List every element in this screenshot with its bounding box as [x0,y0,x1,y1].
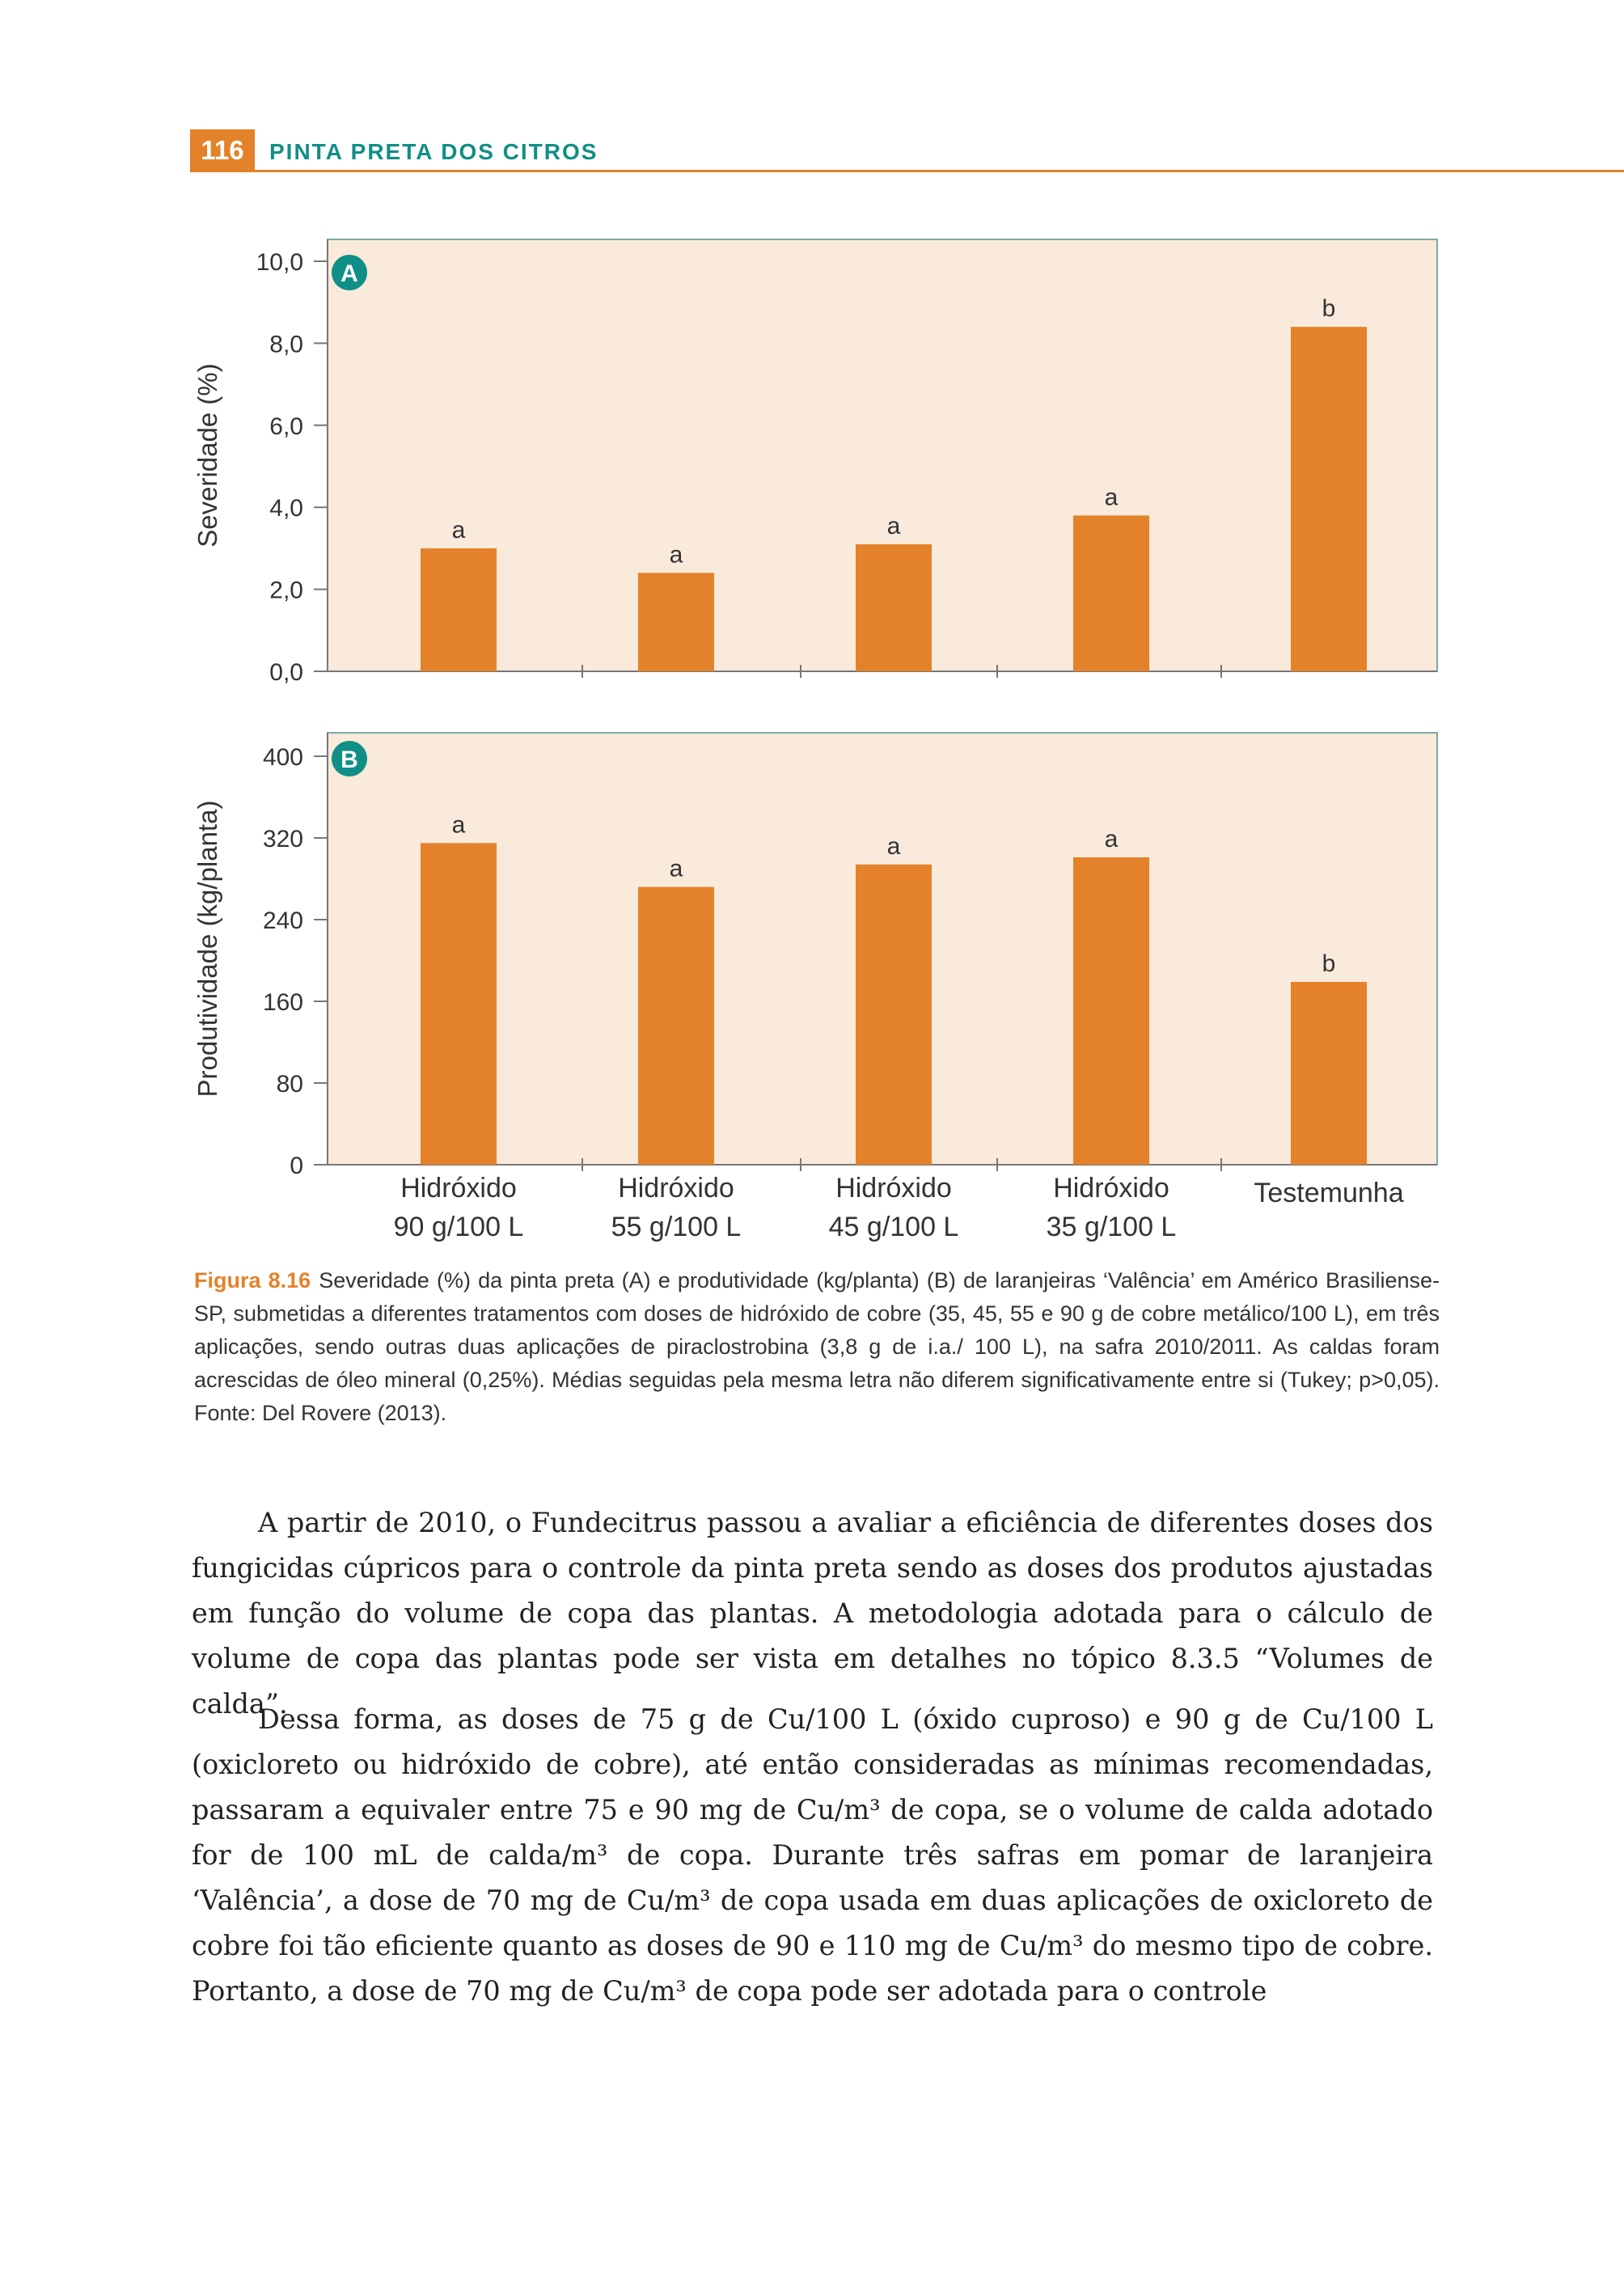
y-tick-label-A: 2,0 [269,577,303,604]
bar-A-1 [421,548,497,671]
category-label-2: Hidróxido [618,1173,734,1204]
category-label-1: 90 g/100 L [393,1212,524,1242]
y-tick-label-A: 6,0 [269,412,303,440]
y-tick-label-B: 160 [262,989,303,1016]
running-title: PINTA PRETA DOS CITROS [269,139,598,164]
paragraph-2-text: Dessa forma, as doses de 75 g de Cu/100 L (óxido cuproso) e 90 g de Cu/100 L (oxicloreto ou hidróxido de cobre), até então consideradas as mínimas recomendadas, passaram a equivaler entre 75 e 90 mg de Cu/m³ de copa, se o volume de calda adotado for de 100 mL de calda/m³ de copa. Durante três safras em pomar de laranjeira ‘Valência’, a dose de 70 mg de Cu/m³ de copa usada em duas aplicações de oxicloreto de cobre foi tão eficiente quanto as doses de 90 e 110 mg de Cu/m³ do mesmo tipo de cobre. Portanto, a dose de 70 mg de Cu/m³ de copa pode ser adotada para o controle [192,1703,1433,2007]
bar-letter-B-2: a [669,855,683,882]
bar-letter-B-4: a [1104,825,1119,852]
y-tick-label-B: 400 [262,744,303,771]
bar-letter-B-3: a [886,832,901,860]
panel-badge-label-A: A [340,260,358,287]
y-axis-label-B: Produtividade (kg/planta) [192,800,222,1098]
bar-A-4 [1073,515,1149,671]
y-tick-label-B: 320 [262,826,303,852]
figure-caption-text: Severidade (%) da pinta preta (A) e produtividade (kg/planta) (B) de laranjeiras ‘Valência’ em Américo Brasiliense-SP, submetidas a diferentes tratamentos com doses de hidróxido de cobre (35, 45, 55 e 90 g de cobre metálico/100 L), em três aplicações, sendo outras duas aplicações de piraclostrobina (3,8 g de i.a./ 100 L), na safra 2010/2011. As caldas foram acrescidas de óleo mineral (0,25%). Médias seguidas pela mesma letra não diferem significativamente entre si (Tukey; p>0,05). Fonte: Del Rovere (2013). [194,1268,1440,1425]
bar-letter-B-1: a [451,811,466,839]
panel-badge-label-B: B [340,747,358,773]
bar-A-3 [856,544,932,671]
page-number: 116 [190,129,255,170]
y-tick-label-B: 0 [290,1153,303,1179]
bar-B-1 [421,843,497,1165]
y-tick-label-A: 10,0 [256,249,303,276]
y-tick-label-A: 8,0 [269,331,303,358]
bar-B-3 [856,865,932,1165]
y-tick-label-B: 80 [276,1071,303,1098]
paragraph-2 [192,1697,1433,2014]
bar-B-5 [1291,982,1367,1165]
bar-letter-A-2: a [669,541,683,569]
bar-letter-A-1: a [451,516,466,544]
bar-A-5 [1291,327,1367,671]
paragraph-1 [192,1500,1433,1727]
bar-letter-A-5: b [1322,295,1336,323]
y-tick-label-B: 240 [262,907,303,934]
category-label-4: 35 g/100 L [1046,1212,1177,1242]
bar-letter-B-5: b [1322,950,1336,978]
category-label-3: 45 g/100 L [828,1212,959,1242]
y-tick-label-A: 0,0 [269,659,303,686]
category-label-2: 55 g/100 L [611,1212,742,1242]
category-label-5: Testemunha [1254,1178,1404,1208]
figure-caption [194,1264,1440,1430]
category-label-4: Hidróxido [1053,1173,1169,1204]
y-tick-label-A: 4,0 [269,495,303,522]
bar-letter-A-4: a [1104,484,1119,511]
bar-A-2 [638,573,714,671]
category-label-1: Hidróxido [400,1173,517,1204]
bar-B-4 [1073,857,1149,1165]
figure-label: Figura 8.16 [194,1268,311,1292]
y-axis-label-A: Severidade (%) [192,363,222,548]
bar-letter-A-3: a [886,512,901,539]
paragraph-1-text: A partir de 2010, o Fundecitrus passou a avaliar a eficiência de diferentes doses dos fungicidas cúpricos para o controle da pinta preta sendo as doses dos produtos ajustadas em função do volume de copa das plantas. A metodologia adotada para o cálculo de volume de copa das plantas pode ser vista em detalhes no tópico 8.3.5 “Volumes de calda”. [192,1507,1433,1720]
bar-B-2 [638,887,714,1165]
category-label-3: Hidróxido [835,1173,952,1204]
